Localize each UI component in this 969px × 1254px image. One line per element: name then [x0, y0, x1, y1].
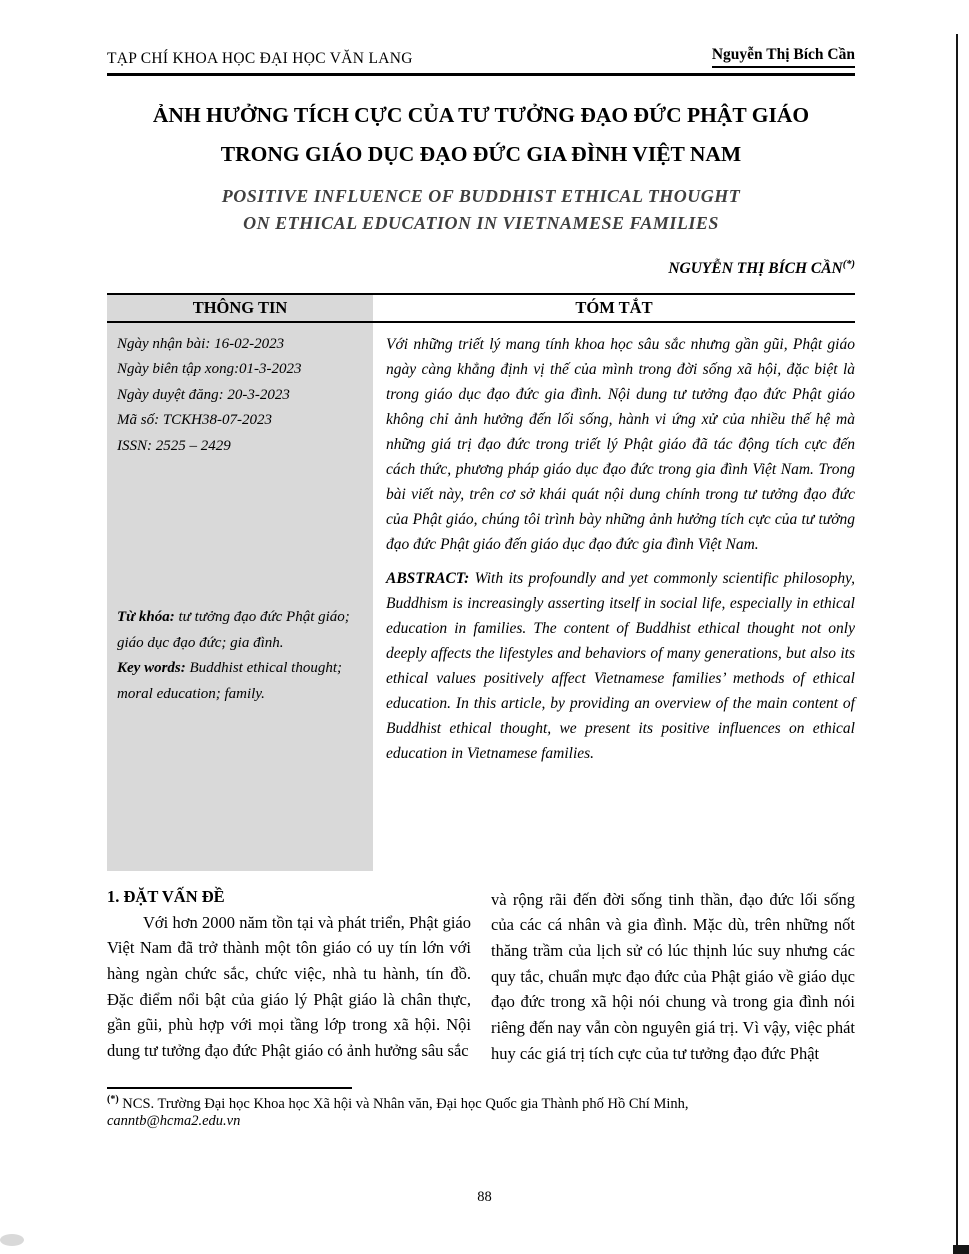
footnote: [107, 1087, 855, 1130]
body-column-right: [491, 887, 855, 1067]
abstract-english: [386, 566, 855, 767]
info-cell: [107, 323, 373, 871]
abstract-header: TÓM TẮT: [575, 297, 653, 317]
table-header-row: [107, 293, 855, 323]
body-paragraph-right: và rộng rãi đến đời sống tinh thần, đạo đức lối sống của các cá nhân và gia đình. Mặc dù, trên những nốt thăng trầm của lịch sử có lúc thịnh lúc suy nhưng các quy tắc, chuẩn mực đạo đức của Phật giáo về giáo dục đạo đức trong xã hội nói chung và trong gia đình nói riêng đến nay vẫn còn nguyên giá trị. Vì vậy, việc phát huy các giá trị tích cực của tư tưởng đạo đức Phật: [491, 889, 855, 1063]
abstract-english-text: With its profoundly and yet commonly scientific philosophy, Buddhism is increasingly asserting itself in social life, especially in ethical education in families. The content of Buddhist ethical thought not only deeply affects the lifestyles and behaviors of many generations, but also its ethical values positively affect Vietnamese families’ methods of ethical education. In this article, by providing an overview of the main content of Buddhist ethical thought, we present its positive influences on ethical education in Vietnamese families.: [386, 569, 855, 763]
article-title-line2: TRONG GIÁO DỤC ĐẠO ĐỨC GIA ĐÌNH VIỆT NAM: [220, 141, 742, 166]
header-rule: [107, 73, 855, 76]
journal-name: TẠP CHÍ KHOA HỌC ĐẠI HỌC VĂN LANG: [107, 50, 413, 67]
approved-date: Ngày duyệt đăng: 20-3-2023: [117, 386, 290, 403]
body-paragraph-left: Với hơn 2000 năm tồn tại và phát triển, Phật giáo Việt Nam đã trở thành một tôn giáo có uy tín lớn với hàng ngàn chức sắc, chức việc, nhà tu hành, tín đồ. Đặc điểm nổi bật của giáo lý Phật giáo là chân thực, gần gũi, phù hợp với mọi tầng lớp trong xã hội. Nội dung tư tưởng đạo đức Phật giáo có ảnh hưởng sâu sắc: [107, 912, 471, 1061]
issn: ISSN: 2525 – 2429: [117, 437, 231, 454]
keywords-vi: [117, 605, 365, 656]
keywords-vi-label: Từ khóa:: [117, 609, 175, 626]
article-code: Mã số: TCKH38-07-2023: [117, 412, 273, 429]
keywords-en: [117, 656, 365, 707]
info-abstract-table: [107, 293, 855, 871]
keywords-block: [117, 605, 365, 707]
article-title-en-line1: POSITIVE INFLUENCE OF BUDDHIST ETHICAL THOUGHT: [221, 186, 741, 207]
info-header: THÔNG TIN: [107, 295, 373, 321]
article-title: [107, 96, 855, 173]
keywords-en-text: Buddhist ethical thought; moral education; family.: [117, 660, 342, 702]
scan-artifact-bottom-right: [953, 1245, 969, 1254]
keywords-vi-text: tư tưởng đạo đức Phật giáo; giáo dục đạo đức; gia đình.: [117, 609, 350, 651]
scan-artifact-right-edge: [956, 34, 958, 1254]
footnote-affiliation: NCS. Trường Đại học Khoa học Xã hội và Nhân văn, Đại học Quốc gia Thành phố Hồ Chí Minh,: [118, 1095, 689, 1112]
page-number: 88: [477, 1189, 492, 1205]
abstract-cell: [373, 323, 855, 871]
running-header: [107, 46, 855, 68]
running-head-author: Nguyễn Thị Bích Cần: [712, 46, 855, 68]
section-1-heading: 1. ĐẶT VẤN ĐỀ: [107, 886, 225, 906]
scan-artifact-bottom-left: [0, 1234, 24, 1246]
article-title-line1: ẢNH HƯỞNG TÍCH CỰC CỦA TƯ TƯỞNG ĐẠO ĐỨC PHẬT GIÁO: [152, 103, 810, 127]
body-column-left: [107, 887, 471, 1067]
footnote-rule: [107, 1087, 352, 1089]
footnote-text: [107, 1094, 855, 1113]
abstract-english-label: ABSTRACT:: [386, 569, 470, 587]
edited-date: Ngày biên tập xong:01-3-2023: [117, 361, 302, 378]
table-body-row: [107, 323, 855, 871]
author-name: NGUYỄN THỊ BÍCH CẦN: [668, 260, 843, 278]
keywords-en-label: Key words:: [117, 660, 186, 677]
article-title-english: [107, 183, 855, 237]
article-title-en-line2: ON ETHICAL EDUCATION IN VIETNAMESE FAMILIES: [243, 213, 719, 234]
author-line: [107, 259, 855, 278]
author-affiliation-mark: (*): [842, 259, 855, 271]
footnote-email: canntb@hcma2.edu.vn: [107, 1112, 241, 1129]
received-date: Ngày nhận bài: 16-02-2023: [117, 335, 285, 352]
abstract-vietnamese: Với những triết lý mang tính khoa học sâu sắc nhưng gần gũi, Phật giáo ngày càng khẳng định vị thế của mình trong đời sống xã hội, đặc biệt là trong giáo dục đạo đức gia đình. Nội dung tư tưởng đạo đức Phật giáo không chỉ ảnh hưởng đến lối sống, hành vi ứng xử của nhiều thế hệ mà những giá trị đạo đức trong triết lý Phật giáo đã tác động tích cực đến cách thức, phương pháp giáo dục đạo đức trong gia đình Việt Nam. Trong bài viết này, trên cơ sở khái quát nội dung chính trong tư tưởng đạo đức của Phật giáo, chúng tôi trình bày những ảnh hưởng tích cực của tư tưởng đạo đức Phật giáo đến giáo dục đạo đức gia đình Việt Nam.: [386, 335, 855, 554]
footnote-mark: (*): [107, 1093, 119, 1105]
article-body: [107, 887, 855, 1067]
